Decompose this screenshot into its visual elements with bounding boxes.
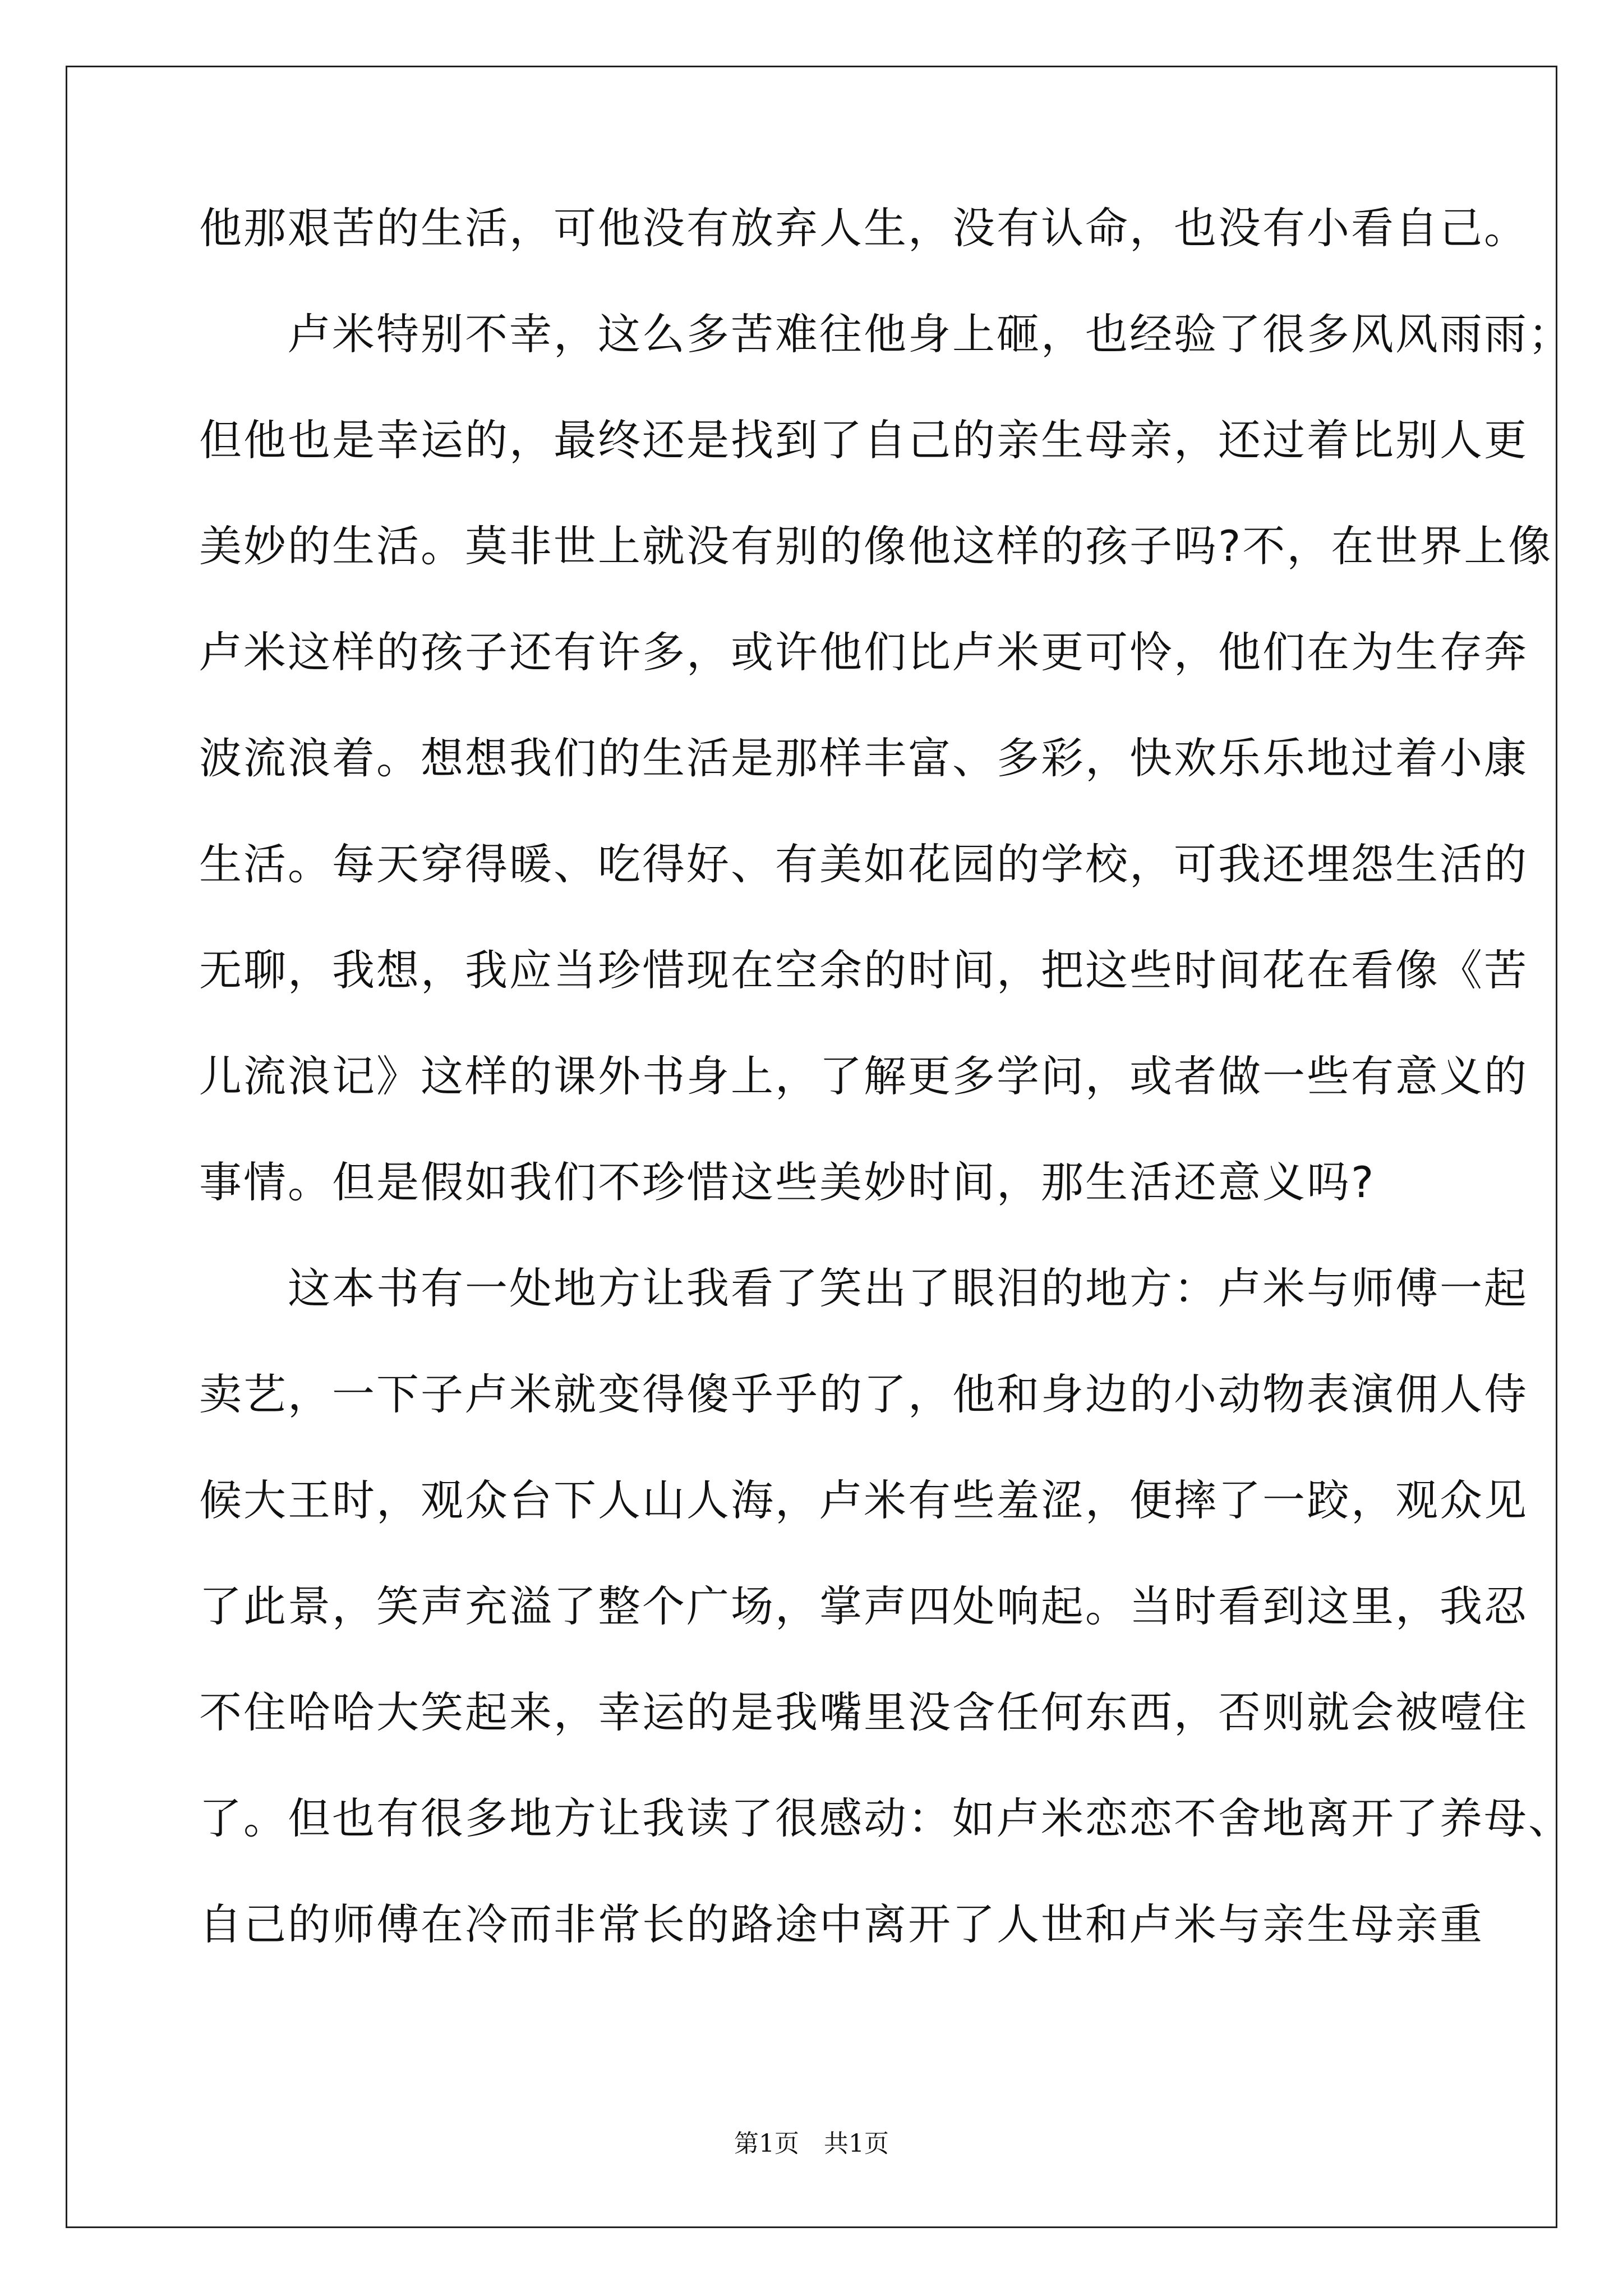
text-line: 他那艰苦的生活，可他没有放弃人生，没有认命，也没有小看自己。 xyxy=(199,203,1528,253)
text-line: 卢米特别不幸，这么多苦难往他身上砸，也经验了很多风风雨雨； xyxy=(199,309,1573,359)
text-line: 波流浪着。想想我们的生活是那样丰富、多彩，快欢乐乐地过着小康 xyxy=(199,733,1528,783)
text-line: 美妙的生活。莫非世上就没有别的像他这样的孩子吗?不，在世界上像 xyxy=(199,521,1553,571)
text-line: 候大王时，观众台下人山人海，卢米有些羞涩，便摔了一跤，观众见 xyxy=(199,1475,1528,1525)
text-line: 卖艺，一下子卢米就变得傻乎乎的了，他和身边的小动物表演佣人侍 xyxy=(199,1369,1528,1419)
text-line: 但他也是幸运的，最终还是找到了自己的亲生母亲，还过着比别人更 xyxy=(199,415,1528,465)
text-line: 了。但也有很多地方让我读了很感动：如卢米恋恋不舍地离开了养母、 xyxy=(199,1793,1573,1843)
text-line: 这本书有一处地方让我看了笑出了眼泪的地方：卢米与师傅一起 xyxy=(199,1263,1528,1313)
text-line: 卢米这样的孩子还有许多，或许他们比卢米更可怜，他们在为生存奔 xyxy=(199,627,1528,677)
text-line: 生活。每天穿得暖、吃得好、有美如花园的学校，可我还埋怨生活的 xyxy=(199,839,1528,889)
text-line: 了此景，笑声充溢了整个广场，掌声四处响起。当时看到这里，我忍 xyxy=(199,1581,1528,1631)
text-line: 不住哈哈大笑起来，幸运的是我嘴里没含任何东西，否则就会被噎住 xyxy=(199,1687,1528,1737)
text-line: 无聊，我想，我应当珍惜现在空余的时间，把这些时间花在看像《苦 xyxy=(199,945,1528,995)
page-number-footer: 第1页 共1页 xyxy=(734,2129,889,2158)
text-line: 儿流浪记》这样的课外书身上，了解更多学问，或者做一些有意义的 xyxy=(199,1051,1528,1101)
text-line: 自己的师傅在冷而非常长的路途中离开了人世和卢米与亲生母亲重 xyxy=(199,1899,1484,1949)
text-line: 事情。但是假如我们不珍惜这些美妙时间，那生活还意义吗? xyxy=(199,1157,1376,1207)
